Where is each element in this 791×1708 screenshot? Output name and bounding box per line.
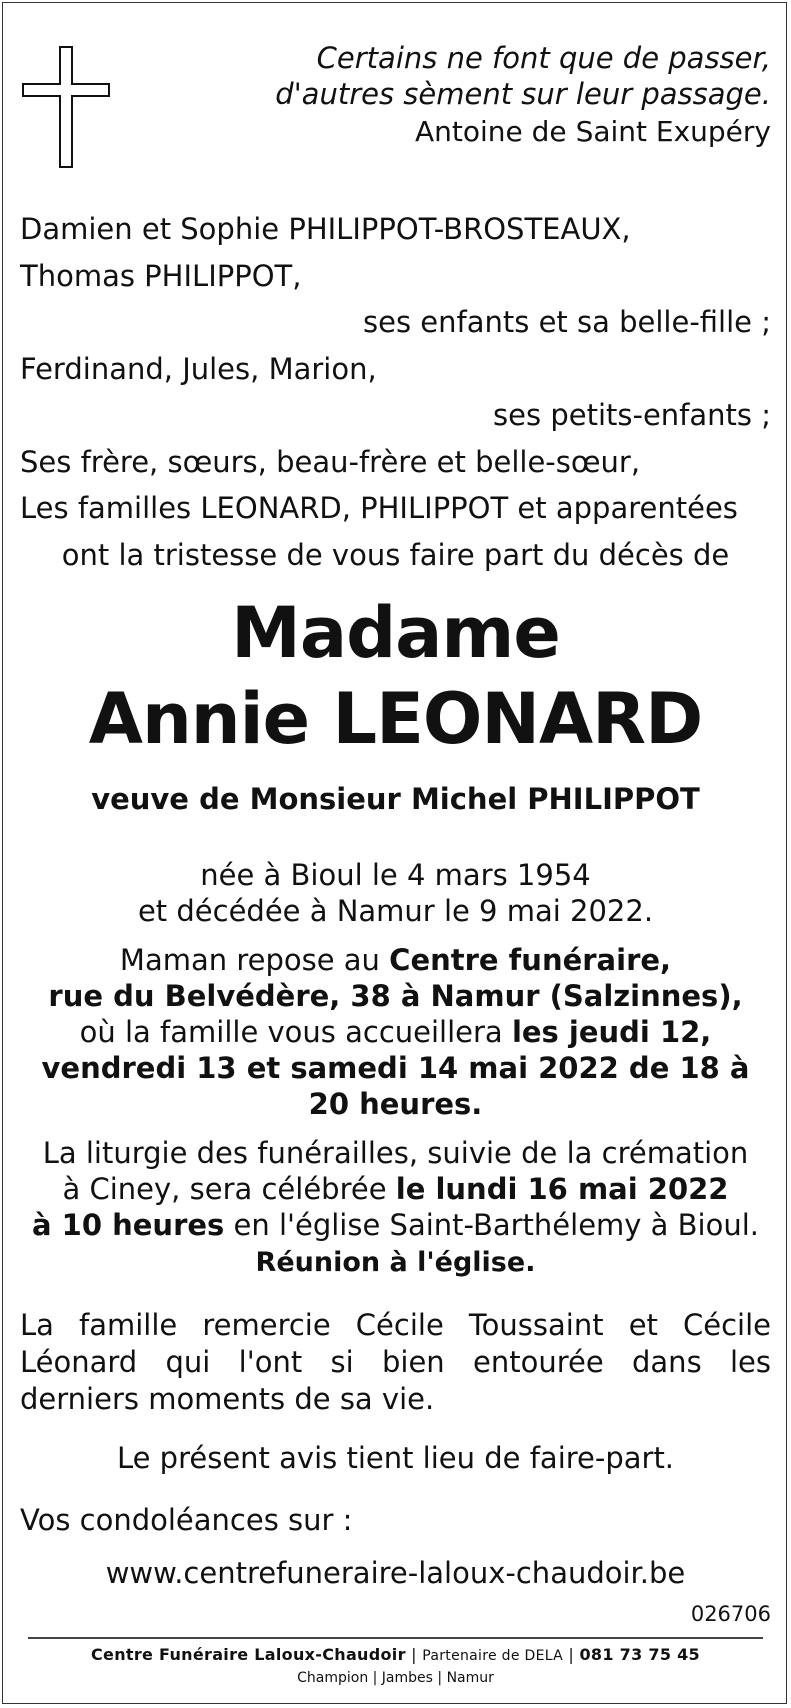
cross-icon <box>22 46 118 184</box>
grandchildren-role: ses petits-enfants ; <box>493 398 771 432</box>
liturgy-line-3 <box>20 1207 771 1243</box>
footer-line <box>0 1645 791 1664</box>
quote-author: Antoine de Saint Exupéry <box>415 115 771 148</box>
rest-line-2 <box>20 978 771 1014</box>
quote-line-1: Certains ne font que de passer, <box>316 41 771 75</box>
children-line-2: Thomas PHILIPPOT, <box>20 258 302 293</box>
deceased-title: Madame <box>231 592 560 674</box>
liturgy-text: à Ciney, sera célébrée <box>62 1172 396 1206</box>
liturgy-place: en l'église Saint-Barthélemy à Bioul. <box>224 1208 759 1242</box>
rest-line-3 <box>20 1014 771 1050</box>
liturgy-time: à 10 heures <box>32 1208 225 1242</box>
thanks-block <box>20 1307 771 1418</box>
footer-partner: Partenaire de DELA <box>422 1648 564 1664</box>
siblings-line: Ses frère, sœurs, beau-frère et belle-sœur, <box>20 444 641 479</box>
epigraph-quote <box>275 40 771 150</box>
reference-number: 026706 <box>690 1602 771 1626</box>
announcement-line: ont la tristesse de vous faire part du décès de <box>61 537 730 572</box>
rest-line-1 <box>20 942 771 978</box>
children-role: ses enfants et sa belle-fille ; <box>363 305 771 339</box>
details-block <box>20 857 771 1243</box>
deceased-name-block <box>0 590 791 762</box>
birth-line: née à Bioul le 4 mars 1954 <box>200 858 591 892</box>
rest-address: rue du Belvédère, 38 à Namur (Salzinnes), <box>48 979 743 1013</box>
condolences-label: Vos condoléances sur : <box>20 1503 353 1537</box>
visit-days-end: vendredi 13 et samedi 14 mai 2022 de 18 à 20 heures. <box>41 1051 750 1121</box>
footer-company: Centre Funéraire Laloux-Chaudoir <box>91 1645 406 1664</box>
footer-separator: | <box>563 1645 580 1664</box>
footer-divider <box>28 1637 763 1639</box>
footer-locations: Champion | Jambes | Namur <box>297 1670 494 1686</box>
quote-line-2: d'autres sèment sur leur passage. <box>275 77 771 111</box>
rest-line-4 <box>20 1050 771 1122</box>
thanks-line-2: Léonard qui l'ont si bien entourée dans les <box>20 1345 771 1379</box>
faire-part-notice: Le présent avis tient lieu de faire-part. <box>116 1441 675 1475</box>
rest-place: Centre funéraire, <box>389 943 672 977</box>
children-line-1: Damien et Sophie PHILIPPOT-BROSTEAUX, <box>20 212 631 246</box>
families-line: Les familles LEONARD, PHILIPPOT et apparentées <box>20 491 738 525</box>
visit-text: où la famille vous accueillera <box>79 1015 512 1049</box>
rest-text: Maman repose au <box>119 943 390 977</box>
footer-separator: | <box>405 1645 423 1664</box>
website-link[interactable]: www.centrefuneraire-laloux-chaudoir.be <box>105 1556 686 1590</box>
deceased-name: Annie LEONARD <box>88 678 703 760</box>
liturgy-line-1: La liturgie des funérailles, suivie de la crémation <box>42 1136 749 1170</box>
family-list <box>20 206 771 578</box>
liturgy-line-2 <box>20 1171 771 1207</box>
gathering-note: Réunion à l'église. <box>255 1247 536 1278</box>
widow-of-line: veuve de Monsieur Michel PHILIPPOT <box>91 782 700 816</box>
grandchildren-line: Ferdinand, Jules, Marion, <box>20 351 377 386</box>
thanks-line-3: derniers moments de sa vie. <box>20 1382 435 1416</box>
visit-days-start: les jeudi 12, <box>511 1015 712 1049</box>
death-line: et décédée à Namur le 9 mai 2022. <box>137 894 654 928</box>
liturgy-date: le lundi 16 mai 2022 <box>395 1172 729 1206</box>
thanks-line-1: La famille remercie Cécile Toussaint et Cécile <box>20 1308 771 1342</box>
footer-phone: 081 73 75 45 <box>579 1645 700 1664</box>
